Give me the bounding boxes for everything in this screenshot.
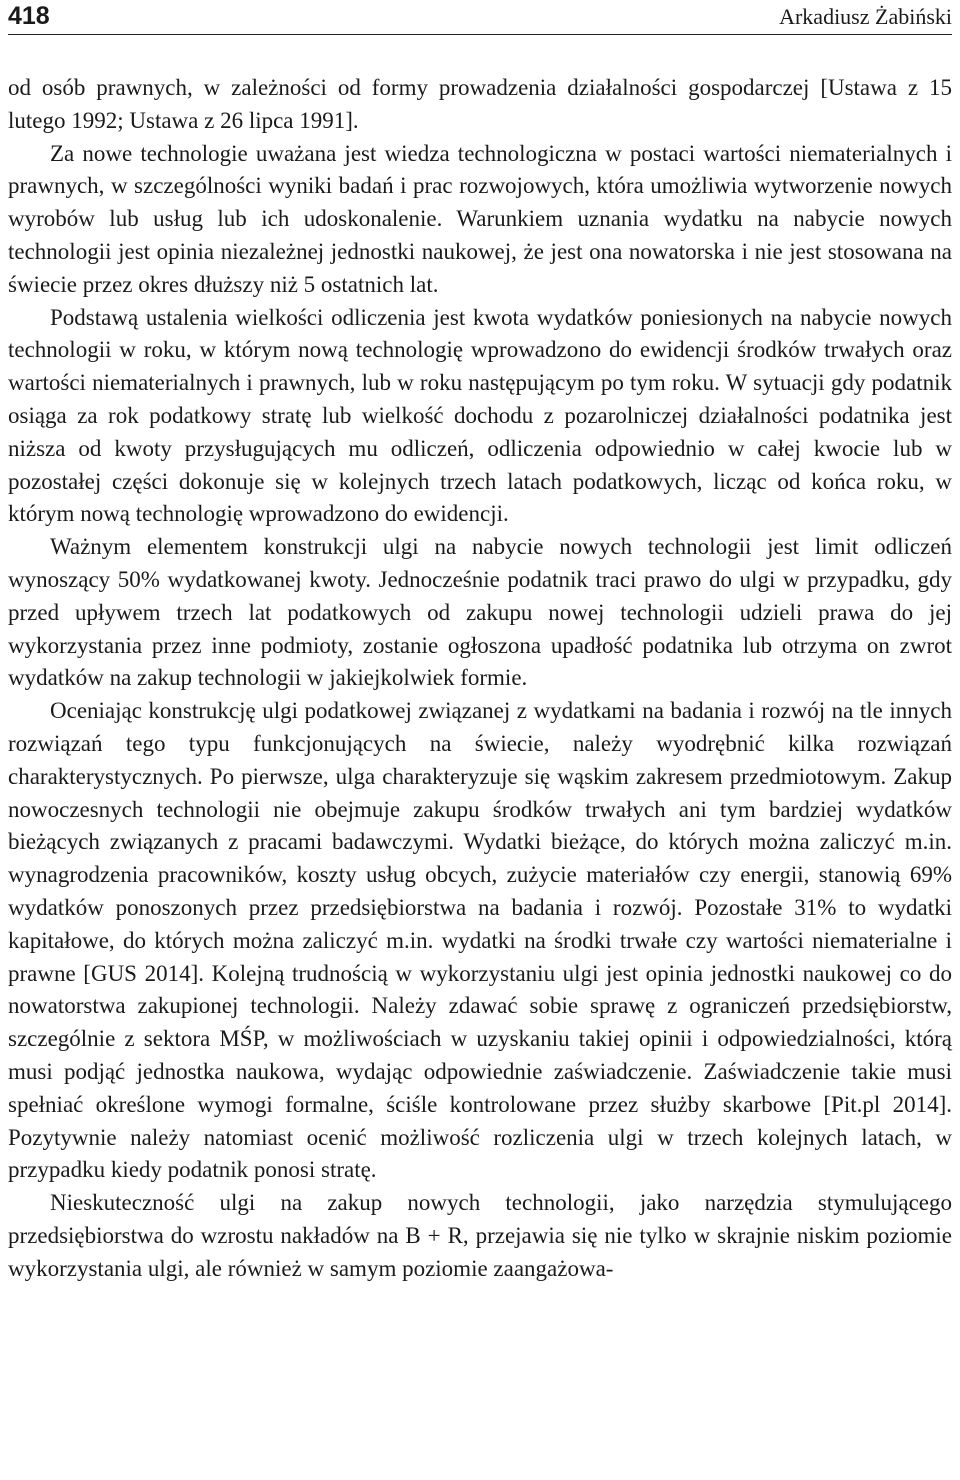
paragraph-deduction-limit: Ważnym elementem konstrukcji ulgi na nabycie nowych technologii jest limit odliczeń wynoszący 50% wydatkowanej kwoty. Jednocześnie podatnik traci prawo do ulgi w przypadku, gdy przed upływem trzech lat podatkowych od zakupu nowej technologii udzieli prawa do jej wykorzystania przez inne podmioty, zostanie ogłoszona upadłość podatnika lub otrzyma on zwrot wydatków na zakup technologii w jakiejkolwiek formie.	[8, 534, 952, 691]
paragraph-relief-assessment: Oceniając konstrukcję ulgi podatkowej związanej z wydatkami na badania i rozwój na tle innych rozwiązań tego typu funkcjonujących na świecie, należy wyodrębnić kilka rozwiązań charakterystycznych. Po pierwsze, ulga charakteryzuje się wąskim zakresem przedmiotowym. Zakup nowoczesnych technologii nie obejmuje zakupu środków trwałych ani tym bardziej wydatków bieżących związanych z pracami badawczymi. Wydatki bieżące, do których można zaliczyć m.in. wynagrodzenia pracowników, koszty usług obcych, zużycie materiałów czy energii, stanowią 69% wydatków ponoszonych przez przedsiębiorstwa na badania i rozwój. Pozostałe 31% to wydatki kapitałowe, do których można zaliczyć m.in. wydatki na środki trwałe czy wartości niematerialne i prawne [GUS 2014]. Kolejną trudnością w wykorzystaniu ulgi jest opinia jednostki naukowej co do nowatorstwa zakupionej technologii. Należy zdawać sobie sprawę z ograniczeń przedsiębiorstw, szczególnie z sektora MŚP, w możliwościach w uzyskaniu takiej opinii i odpowiedzialności, którą musi podjąć jednostka naukowa, wydając odpowiednie zaświadczenie. Zaświadczenie takie musi spełniać określone wymogi formalne, ściśle kontrolowane przez służby skarbowe [Pit.pl 2014]. Pozytywnie należy natomiast ocenić możliwość rozliczenia ulgi w trzech kolejnych latach, w przypadku kiedy podatnik ponosi stratę.	[8, 698, 952, 1183]
body-text	[8, 72, 952, 1285]
paragraph-relief-ineffectiveness: Nieskuteczność ulgi na zakup nowych technologii, jako narzędzia stymulującego przedsiębiorstwa do wzrostu nakładów na B + R, przejawia się nie tylko w skrajnie niskim poziomie wykorzystania ulgi, ale również w samym poziomie zaangażowa-	[8, 1190, 952, 1281]
running-header-author: Arkadiusz Żabiński	[779, 4, 952, 29]
paragraph-deduction-basis: Podstawą ustalenia wielkości odliczenia jest kwota wydatków poniesionych na nabycie nowych technologii w roku, w którym nową technologię wprowadzono do ewidencji środków trwałych oraz wartości niematerialnych i prawnych, lub w roku następującym po tym roku. W sytuacji gdy podatnik osiąga za rok podatkowy stratę lub wielkość dochodu z pozarolniczej działalności podatnika jest niższa od kwoty przysługujących mu odliczeń, odliczenia odpowiednio w całej kwocie lub w pozostałej części dokonuje się w kolejnych trzech latach podatkowych, licząc od końca roku, w którym nową technologię wprowadzono do ewidencji.	[8, 304, 952, 527]
page-number: 418	[8, 2, 50, 30]
paragraph-continued: od osób prawnych, w zależności od formy prowadzenia działalności gospodarczej [Ustawa z 15 lutego 1992; Ustawa z 26 lipca 1991].	[8, 75, 952, 133]
running-header	[8, 0, 952, 35]
paragraph-new-technologies-definition: Za nowe technologie uważana jest wiedza technologiczna w postaci wartości niematerialnych i prawnych, w szczególności wyniki badań i prac rozwojowych, która umożliwia wytworzenie nowych wyrobów lub usług lub ich udoskonalenie. Warunkiem uznania wydatku na nabycie nowych technologii jest opinia niezależnej jednostki naukowej, że jest ona nowatorska i nie jest stosowana na świecie przez okres dłuższy niż 5 ostatnich lat.	[8, 140, 952, 297]
